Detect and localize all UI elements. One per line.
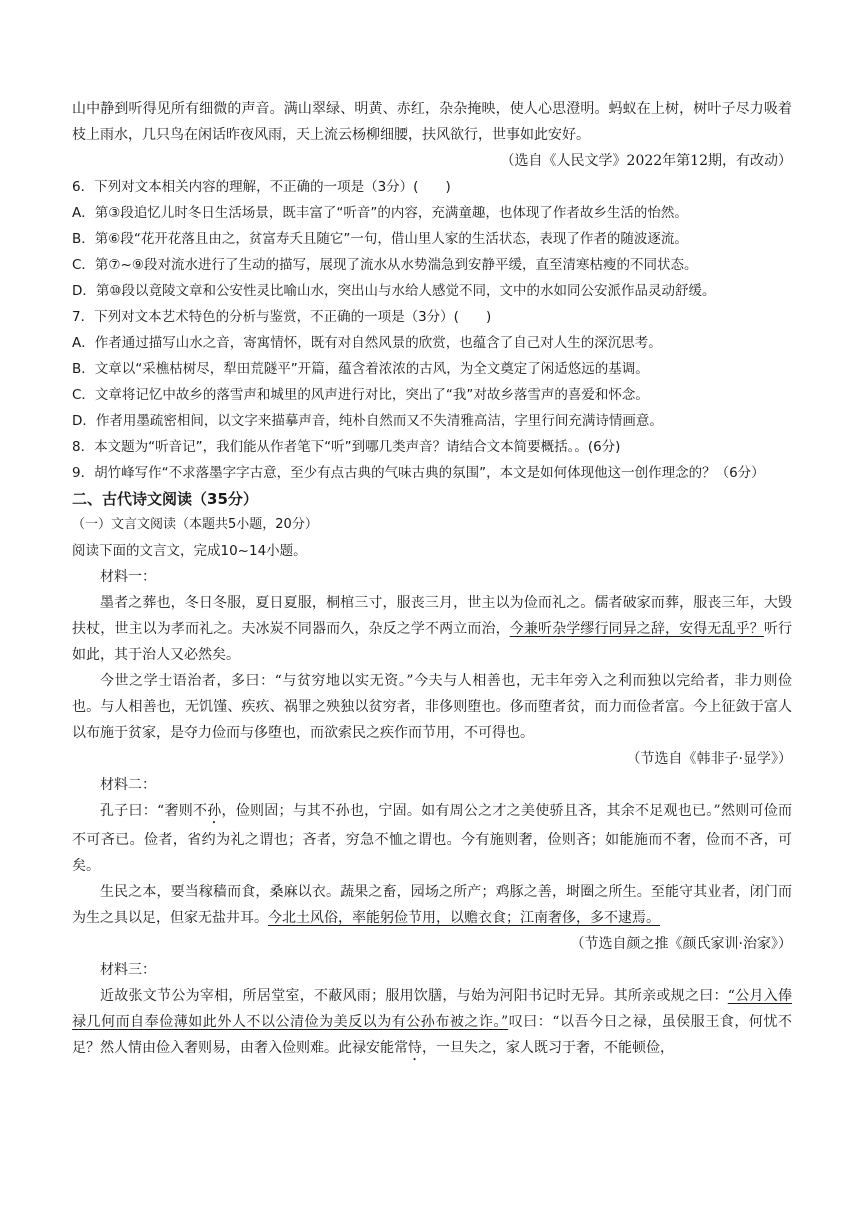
material-1-source: （节选自《韩非子·显学》） [626, 751, 792, 767]
material-1-p1-text-a: 墨者之葬也，冬日冬服，夏日夏服，桐棺三寸，服丧三月，世主以为俭而礼之。儒者破家而葬，服丧三年，大毁扶杖，世主以为孝而礼之。夫冰炭不同器而久，杂反之学不两立而治， [72, 595, 792, 637]
question-7-stem: 7．下列对文本艺术特色的分析与鉴赏，不正确的一项是（3分）( ) [72, 309, 492, 325]
material-2-paragraph-1 [72, 798, 792, 879]
intro-paragraph: 山中静到听得见所有细微的声音。满山翠绿、明黄、赤红，杂杂掩映，使人心思澄明。蚂蚁在上树，树叶子尽力吸着枝上雨水，几只鸟在闲话昨夜风雨，天上流云杨柳细腰，扶风欲行，世事如此安好。 [72, 101, 792, 143]
section-2-title: 二、古代诗文阅读（35分） [72, 490, 258, 508]
material-1-label: 材料一： [100, 569, 156, 585]
material-1-paragraph-1 [72, 590, 792, 668]
material-2-paragraph-2 [72, 879, 792, 931]
material-2-source: （节选自颜之推《颜氏家训·治家》） [570, 936, 792, 952]
material-2-p1-text-b: ，俭则固；与其不孙也，宁固。如有周公之才之美使骄且吝，其余不足观也已。”然则可俭而不可吝已。俭者，省约为礼之谓也；吝者，穷急不恤之谓也。今有施则奢，俭则吝；如能施而不奢，俭而不吝，可矣。 [72, 803, 792, 874]
question-7-option-b: B．文章以“采樵枯树尽，犁田荒隧平”开篇，蕴含着浓浓的古风，为全文奠定了闲适悠远的基调。 [72, 361, 649, 377]
material-2-p1-dotted-char: 孙 [207, 803, 222, 819]
source-citation-1: （选自《人民文学》2022年第12期，有改动） [500, 153, 792, 169]
instruction: 阅读下面的文言文，完成10~14小题。 [72, 543, 307, 559]
material-3-label: 材料三： [100, 962, 156, 978]
document-page [72, 96, 792, 1064]
subsection-1-title: （一）文言文阅读（本题共5小题，20分） [72, 517, 318, 532]
material-1-p1-underlined: 今兼听杂学缪行同异之辞，安得无乱乎？ [509, 621, 764, 637]
question-6-option-a: A．第③段追忆儿时冬日生活场景，既丰富了“听音”的内容，充满童趣，也体现了作者故乡生活的怡然。 [72, 205, 688, 221]
question-6-option-c: C．第⑦~⑨段对流水进行了生动的描写，展现了流水从水势湍急到安静平缓，直至清寒枯瘦的不同状态。 [72, 257, 698, 273]
material-2-label: 材料二： [100, 777, 156, 793]
question-8: 8．本文题为“听音记”，我们能从作者笔下“听”到哪几类声音？请结合文本简要概括。。(6分) [72, 439, 621, 455]
material-1-paragraph-2: 今世之学士语治者，多曰：“与贫穷地以实无资。”今夫与人相善也，无丰年旁入之利而独以完给者，非力则俭也。与人相善也，无饥馑、疾疚、祸罪之殃独以贫穷者，非侈则堕也。侈而堕者贫，而力而俭者富。今上征敛于富人以布施于贫家，是夺力俭而与侈堕也，而欲索民之疾作而节用，不可得也。 [72, 673, 792, 741]
material-3-p1-text-c: ，一旦失之，家人既习于奢，不能顿俭， [422, 1040, 674, 1056]
material-2-p2-underlined: 今北土风俗，率能躬俭节用，以赡衣食；江南奢侈，多不逮焉。 [268, 910, 660, 926]
material-3-p1-text-b: 叹曰：“以吾今日之禄，虽侯服王食，何忧不足？然人情由俭入奢则易，由奢入俭则难。此禄安能常 [72, 1014, 793, 1056]
question-6-option-d: D．第⑩段以竟陵文章和公安性灵比喻山水，突出山与水给人感觉不同，文中的水如同公安派作品灵动舒缓。 [72, 283, 716, 299]
material-3-paragraph-1 [72, 983, 792, 1064]
question-7-option-d: D．作者用墨疏密相间，以文字来描摹声音，纯朴自然而又不失清雅高洁，字里行间充满诗情画意。 [72, 413, 663, 429]
question-9: 9．胡竹峰写作“不求落墨字字古意，至少有点古典的气味古典的氛围”，本文是如何体现他这一创作理念的？（6分） [72, 465, 765, 481]
material-3-p1-dotted-char: 恃 [408, 1040, 422, 1056]
material-2-p1-text-a: 孔子曰：“奢则不 [100, 803, 208, 819]
material-2-p2-text-a: 生民之本，要当稼穑而食，桑麻以衣。蔬果之畜，园场之所产；鸡豚之善，埘圈之所生。至能守其业者，闭门而为生之具以足，但家无盐井耳。 [72, 884, 792, 926]
question-7-option-a: A．作者通过描写山水之音，寄寓情怀，既有对自然风景的欣赏，也蕴含了自己对人生的深沉思考。 [72, 335, 662, 351]
material-3-p1-underlined: “公月入俸禄几何而自奉俭薄如此外人不以公清俭为美反以为有公孙布被之诈。” [72, 988, 792, 1030]
material-1-p1-text-b: 听行如此，其于治人又必然矣。 [72, 621, 793, 663]
question-6-option-b: B．第⑥段“花开花落且由之，贫富寿夭且随它”一句，借山里人家的生活状态，表现了作者的随波逐流。 [72, 231, 688, 247]
question-7-option-c: C．文章将记忆中故乡的落雪声和城里的风声进行对比，突出了“我”对故乡落雪声的喜爱和怀念。 [72, 387, 649, 403]
question-6-stem: 6．下列对文本相关内容的理解，不正确的一项是（3分）( ) [72, 179, 451, 195]
material-3-p1-text-a: 近故张文节公为宰相，所居堂室，不蔽风雨；服用饮膳，与始为河阳书记时无异。其所亲或规之曰： [100, 988, 728, 1004]
